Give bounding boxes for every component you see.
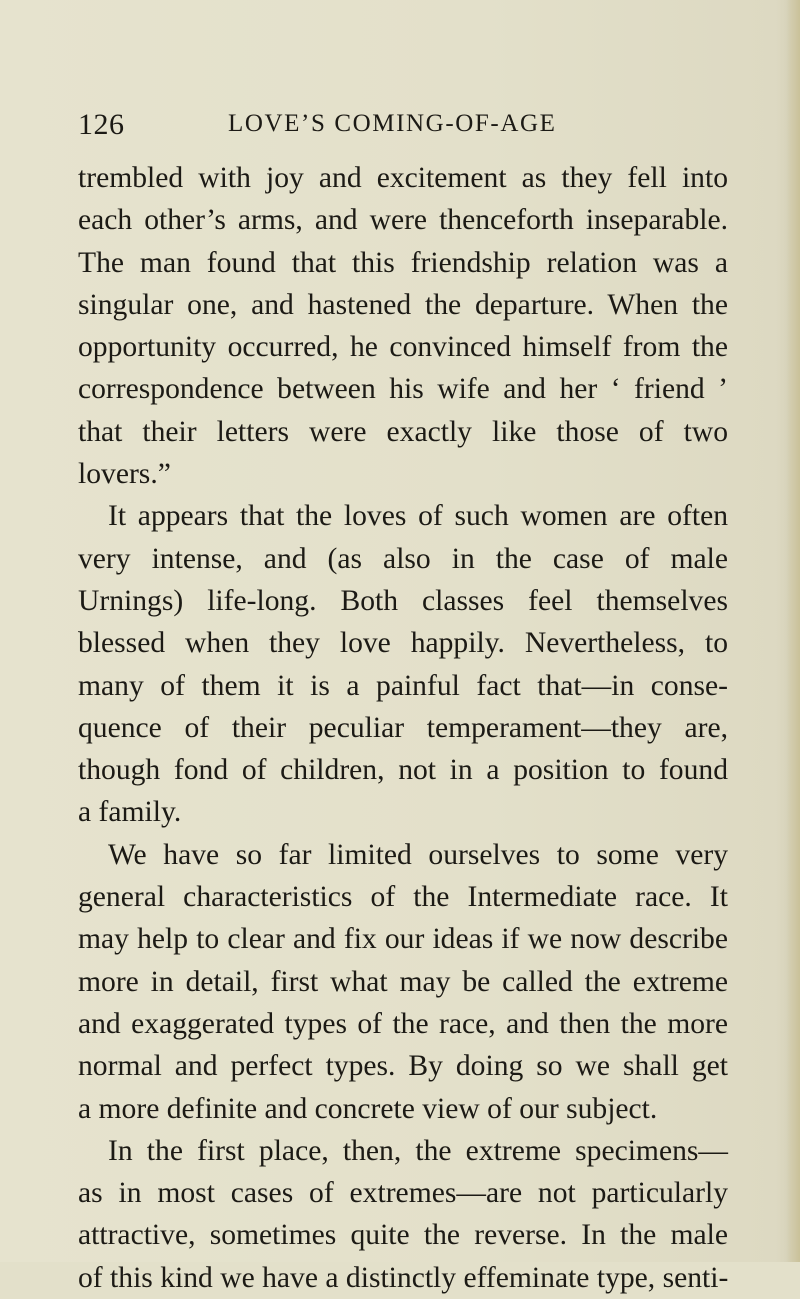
text-line: opportunity occurred, he convinced himself from the (78, 331, 728, 364)
text-line: of this kind we have a distinctly effeminate type, senti- (78, 1261, 729, 1294)
text-line: attractive, sometimes quite the reverse. In the male (78, 1219, 728, 1252)
text-line: normal and perfect types. By doing so we shall get (78, 1050, 728, 1083)
text-line: The man found that this friendship relation was a (78, 246, 728, 279)
text-line: general characteristics of the Intermediate race. It (78, 881, 728, 914)
text-line: a more definite and concrete view of our subject. (78, 1092, 658, 1125)
text-line: Urnings) life-long. Both classes feel themselves (78, 584, 728, 617)
text-line: very intense, and (as also in the case of male (78, 542, 728, 575)
text-line: correspondence between his wife and her ‘ friend ’ (78, 373, 728, 406)
text-line: though fond of children, not in a position to found (78, 754, 728, 787)
text-line: many of them it is a painful fact that—in conse- (78, 669, 728, 702)
text-line: that their letters were exactly like those of two (78, 415, 728, 448)
text-line: as in most cases of extremes—are not particularly (78, 1177, 728, 1210)
text-line: more in detail, first what may be called the extreme (78, 965, 728, 998)
body-text (78, 157, 728, 1299)
text-line: a family. (78, 796, 182, 829)
page-number: 126 (78, 108, 125, 141)
text-line: We have so far limited ourselves to some very (108, 838, 728, 871)
running-head (78, 108, 728, 142)
page-edge-shadow (786, 0, 800, 1262)
text-line: may help to clear and fix our ideas if we now describe (78, 923, 728, 956)
text-line: blessed when they love happily. Nevertheless, to (78, 627, 728, 660)
text-line: and exaggerated types of the race, and then the more (78, 1007, 728, 1040)
text-line: each other’s arms, and were thenceforth inseparable. (78, 204, 728, 237)
text-line: In the first place, then, the extreme specimens— (108, 1134, 728, 1167)
text-line: It appears that the loves of such women are often (108, 500, 728, 533)
text-line: trembled with joy and excitement as they fell into (78, 162, 728, 194)
text-line: lovers.” (78, 458, 171, 491)
running-title: LOVE’S COMING-OF-AGE (228, 110, 557, 137)
text-line: singular one, and hastened the departure. When the (78, 288, 728, 321)
text-line: quence of their peculiar temperament—they are, (78, 711, 728, 744)
